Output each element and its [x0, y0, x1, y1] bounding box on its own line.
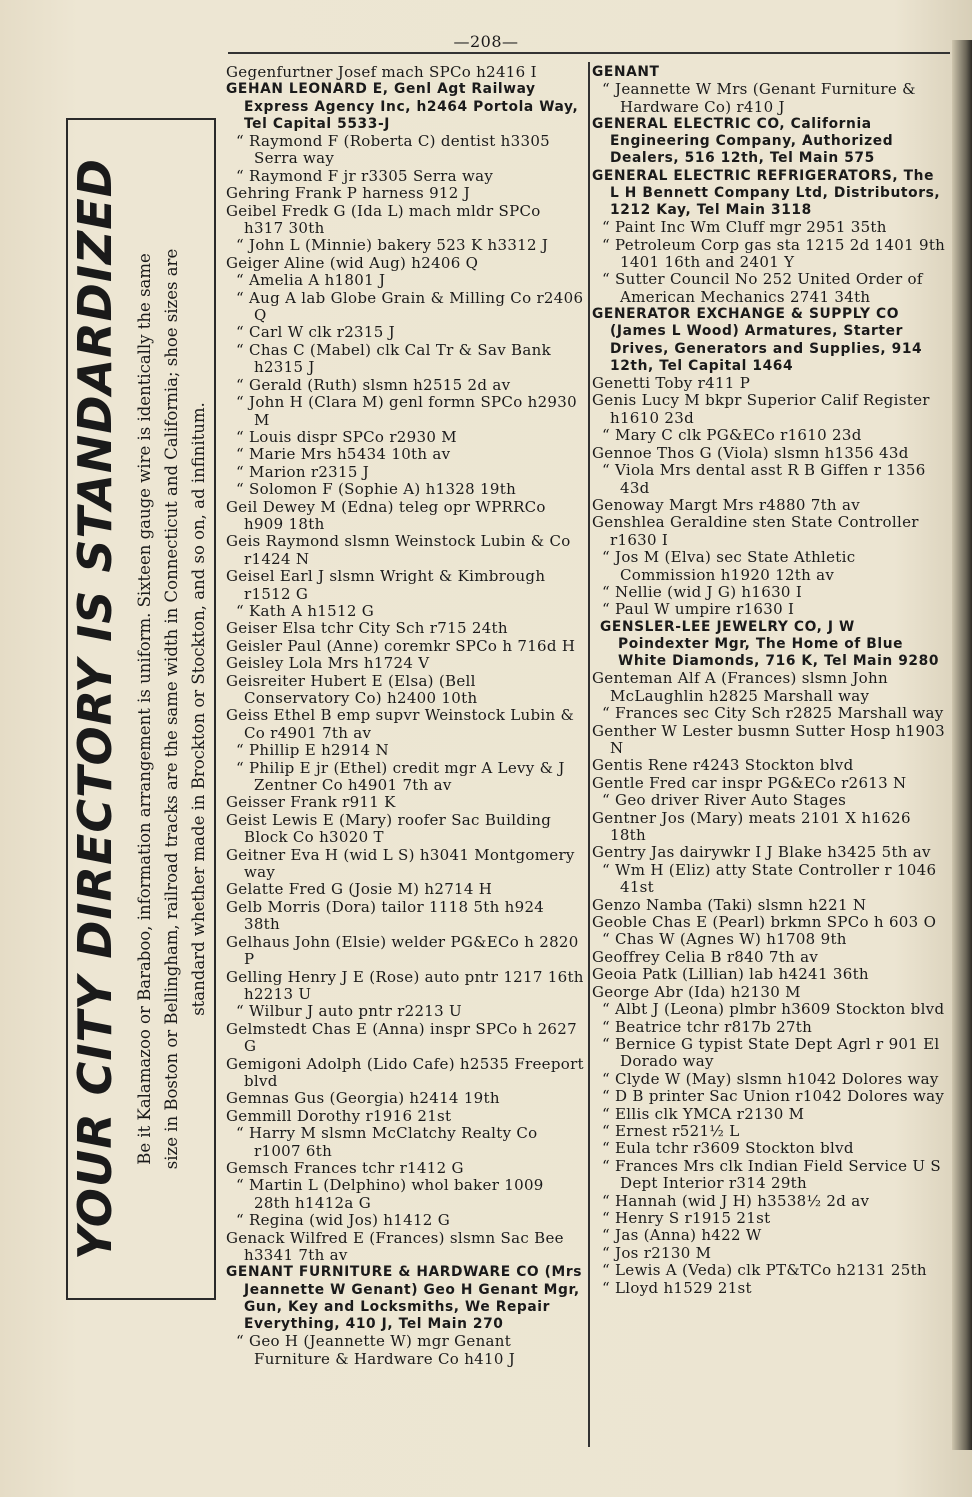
directory-entry: Geiss Ethel B emp supvr Weinstock Lubin & Co r4901 7th av: [226, 706, 575, 742]
directory-entry: “ Nellie (wid J G) h1630 I: [602, 582, 803, 601]
directory-entry: Geist Lewis E (Mary) roofer Sac Building Block Co h3020 T: [226, 810, 552, 847]
directory-entry: “ Chas C (Mabel) clk Cal Tr & Sav Bank h2315 J: [236, 340, 551, 377]
directory-entry: “ Geo H (Jeannette W) mgr Genant Furniture & Hardware Co h410 J: [236, 1332, 516, 1368]
header-rule: [228, 52, 950, 54]
directory-entry: “ John H (Clara M) genl formn SPCo h2930 M: [236, 393, 577, 429]
directory-entry: “ Henry S r1915 21st: [602, 1208, 771, 1227]
page-number: —208—: [453, 32, 519, 51]
directory-entry: Geisler Paul (Anne) coremkr SPCo h 716d H: [226, 636, 576, 655]
directory-entry: Geitner Eva H (wid L S) h3041 Montgomery way: [226, 845, 575, 882]
directory-entry: Geisser Frank r911 K: [226, 793, 396, 812]
directory-entry: “ Jos M (Elva) sec State Athletic Commission h1920 12th av: [602, 548, 856, 584]
directory-entry: Genshlea Geraldine sten State Controller r1630 I: [592, 513, 919, 549]
directory-entry: “ Carl W clk r2315 J: [236, 323, 395, 342]
directory-entry: “ Sutter Council No 252 United Order of American Mechanics 2741 34th: [602, 270, 923, 306]
column-divider: [588, 62, 590, 1447]
directory-entry: “ Viola Mrs dental asst R B Giffen r 1356 43d: [602, 461, 926, 497]
directory-entry: “ Chas W (Agnes W) h1708 9th: [602, 930, 847, 949]
directory-entry: Gelmstedt Chas E (Anna) inspr SPCo h 2627 G: [226, 1019, 577, 1056]
directory-entry: “ Jeannette W Mrs (Genant Furniture & Hardware Co) r410 J: [602, 80, 916, 116]
directory-entry: “ Jas (Anna) h422 W: [602, 1226, 762, 1245]
directory-business-listing: GENSLER-LEE JEWELRY CO, J W Poindexter Mgr, The Home of Blue White Diamonds, 716 K, Tel Main 9280: [600, 618, 940, 670]
directory-entry: “ Raymond F (Roberta C) dentist h3305 Serra way: [236, 132, 551, 168]
directory-entry: Geoble Chas E (Pearl) brkmn SPCo h 603 O: [592, 913, 937, 932]
sidebar-line: Be it Kalamazoo or Baraboo, information arrangement is uniform. Sixteen gauge wire is identically the same: [134, 253, 154, 1165]
sidebar-rotated-content: [68, 124, 214, 1294]
directory-entry: Gelhaus John (Elsie) welder PG&ECo h 2820 P: [226, 932, 579, 969]
directory-entry: “ Paint Inc Wm Cluff mgr 2951 35th: [602, 218, 887, 237]
directory-entry: “ Geo driver River Auto Stages: [602, 791, 847, 810]
directory-entry: “ Lloyd h1529 21st: [602, 1278, 752, 1297]
directory-business-listing: GENERAL ELECTRIC REFRIGERATORS, The L H Bennett Company Ltd, Distributors, 1212 Kay, Tel Main 3118: [592, 167, 941, 219]
directory-entry: Geoffrey Celia B r840 7th av: [592, 947, 819, 966]
directory-entry: Genoway Margt Mrs r4880 7th av: [592, 495, 860, 514]
directory-entry: “ Albt J (Leona) plmbr h3609 Stockton blvd: [602, 1000, 945, 1019]
directory-entry: “ Wilbur J auto pntr r2213 U: [236, 1002, 462, 1021]
directory-entry: “ Harry M slsmn McClatchy Realty Co r1007 6th: [236, 1124, 538, 1160]
directory-entry: “ Wm H (Eliz) atty State Controller r 1046 41st: [602, 860, 937, 897]
directory-entry: Genther W Lester busmn Sutter Hosp h1903 N: [592, 721, 946, 757]
directory-entry: Gentis Rene r4243 Stockton blvd: [592, 756, 854, 775]
directory-entry: Genis Lucy M bkpr Superior Calif Register h1610 23d: [592, 391, 930, 427]
directory-business-listing: GENANT FURNITURE & HARDWARE CO (Mrs Jeannette W Genant) Geo H Genant Mgr, Gun, Key and Locksmiths, We Repair Everything, 410 J, Tel Main 270: [226, 1264, 583, 1333]
directory-business-listing: GENERATOR EXCHANGE & SUPPLY CO (James L Wood) Armatures, Starter Drives, Generators and Supplies, 914 12th, Tel Capital 1464: [592, 306, 923, 374]
directory-entry: Geisreiter Hubert E (Elsa) (Bell Conservatory Co) h2400 10th: [226, 671, 478, 708]
directory-entry: “ Marie Mrs h5434 10th av: [236, 445, 451, 464]
directory-entry: “ Louis dispr SPCo r2930 M: [236, 427, 457, 446]
directory-entry: Geiger Aline (wid Aug) h2406 Q: [226, 253, 479, 272]
directory-entry: “ Amelia A h1801 J: [236, 271, 386, 290]
directory-entry: “ Ernest r521½ L: [602, 1121, 740, 1140]
directory-entry: Gehring Frank P harness 912 J: [226, 184, 471, 203]
directory-entry: Gentry Jas dairywkr I J Blake h3425 5th av: [592, 843, 931, 862]
directory-entry: “ Aug A lab Globe Grain & Milling Co r2406 Q: [236, 288, 584, 325]
directory-entry: Genetti Toby r411 P: [592, 374, 751, 393]
directory-entry: “ Clyde W (May) slsmn h1042 Dolores way: [602, 1069, 939, 1088]
directory-business-listing: GENANT: [592, 64, 660, 80]
directory-entry: Gegenfurtner Josef mach SPCo h2416 I: [226, 63, 537, 81]
directory-entry: Geibel Fredk G (Ida L) mach mldr SPCo h317 30th: [226, 201, 541, 238]
directory-entry: Geisley Lola Mrs h1724 V: [226, 654, 430, 673]
directory-entry: “ Lewis A (Veda) clk PT&TCo h2131 25th: [602, 1261, 927, 1280]
directory-entry: Gentner Jos (Mary) meats 2101 X h1626 18th: [592, 808, 911, 845]
directory-business-listing: GENERAL ELECTRIC CO, California Engineering Company, Authorized Dealers, 516 12th, Tel Main 575: [592, 116, 894, 167]
directory-entry: “ Mary C clk PG&ECo r1610 23d: [602, 426, 862, 445]
directory-entry: “ Gerald (Ruth) slsmn h2515 2d av: [236, 375, 511, 394]
directory-entry: “ Philip E jr (Ethel) credit mgr A Levy & J Zentner Co h4901 7th av: [236, 758, 565, 795]
directory-entry: “ D B printer Sac Union r1042 Dolores way: [602, 1087, 945, 1106]
directory-entry: “ Marion r2315 J: [236, 462, 370, 481]
page-edge-shadow: [952, 40, 972, 1450]
sidebar-advertisement: [66, 118, 216, 1300]
directory-entry: “ Eula tchr r3609 Stockton blvd: [602, 1139, 854, 1158]
directory-entry: Genack Wilfred E (Frances) slsmn Sac Bee h3341 7th av: [226, 1228, 564, 1265]
directory-entry: Geoia Patk (Lillian) lab h4241 36th: [592, 965, 869, 984]
directory-entry: Gennoe Thos G (Viola) slsmn h1356 43d: [592, 443, 909, 462]
directory-entry: “ Jos r2130 M: [602, 1243, 712, 1262]
directory-entry: Gentle Fred car inspr PG&ECo r2613 N: [592, 773, 907, 792]
directory-entry: Gelb Morris (Dora) tailor 1118 5th h924 38th: [226, 897, 545, 934]
directory-entry: “ Frances Mrs clk Indian Field Service U S Dept Interior r314 29th: [602, 1156, 941, 1193]
directory-entry: Gelling Henry J E (Rose) auto pntr 1217 16th h2213 U: [226, 967, 584, 1003]
directory-business-listing: GEHAN LEONARD E, Genl Agt Railway Express Agency Inc, h2464 Portola Way, Tel Capital 5533-J: [226, 81, 579, 132]
sidebar-line: size in Boston or Bellingham, railroad tracks are the same width in Connecticut and California; shoe sizes are: [161, 248, 181, 1170]
directory-entry: Gemnas Gus (Georgia) h2414 19th: [226, 1089, 500, 1108]
directory-entry: Genteman Alf A (Frances) slsmn John McLaughlin h2825 Marshall way: [592, 669, 888, 705]
directory-entry: “ Martin L (Delphino) whol baker 1009 28th h1412a G: [236, 1176, 544, 1212]
directory-entry: Gemsch Frances tchr r1412 G: [226, 1158, 464, 1177]
directory-entry: Gemigoni Adolph (Lido Cafe) h2535 Freeport blvd: [226, 1054, 584, 1090]
directory-entry: George Abr (Ida) h2130 M: [592, 982, 801, 1001]
directory-entry: “ Paul W umpire r1630 I: [602, 600, 795, 619]
directory-entry: Geis Raymond slsmn Weinstock Lubin & Co r1424 N: [226, 532, 571, 568]
directory-entry: “ Beatrice tchr r817b 27th: [602, 1017, 813, 1036]
directory-entry: Geisel Earl J slsmn Wright & Kimbrough r1512 G: [226, 567, 546, 603]
directory-entry: “ Petroleum Corp gas sta 1215 2d 1401 9th 1401 16th and 2401 Y: [602, 235, 946, 272]
directory-column-middle: [226, 64, 584, 1368]
directory-entry: “ Raymond F jr r3305 Serra way: [236, 166, 494, 185]
directory-column-right: [592, 64, 946, 1297]
directory-entry: Geil Dewey M (Edna) teleg opr WPRRCo h909 18th: [226, 497, 546, 533]
directory-entry: Gelatte Fred G (Josie M) h2714 H: [226, 880, 493, 899]
directory-entry: “ Hannah (wid J H) h3538½ 2d av: [602, 1191, 870, 1210]
sidebar-heading: YOUR CITY DIRECTORY IS STANDARDIZED: [68, 158, 123, 1260]
directory-entry: “ Regina (wid Jos) h1412 G: [236, 1211, 450, 1230]
directory-entry: “ Phillip E h2914 N: [236, 741, 389, 760]
directory-entry: Gemmill Dorothy r1916 21st: [226, 1106, 452, 1125]
directory-entry: “ Frances sec City Sch r2825 Marshall way: [602, 704, 944, 723]
directory-entry: “ Ellis clk YMCA r2130 M: [602, 1104, 805, 1123]
sidebar-line: standard whether made in Brockton or Stockton, and so on, ad infinitum.: [188, 402, 208, 1016]
directory-entry: “ Bernice G typist State Dept Agrl r 901 El Dorado way: [602, 1034, 940, 1071]
directory-entry: “ Kath A h1512 G: [236, 601, 375, 620]
directory-entry: “ Solomon F (Sophie A) h1328 19th: [236, 480, 517, 499]
directory-entry: Genzo Namba (Taki) slsmn h221 N: [592, 895, 867, 914]
directory-entry: “ John L (Minnie) bakery 523 K h3312 J: [236, 236, 549, 255]
directory-entry: Geiser Elsa tchr City Sch r715 24th: [226, 619, 508, 638]
